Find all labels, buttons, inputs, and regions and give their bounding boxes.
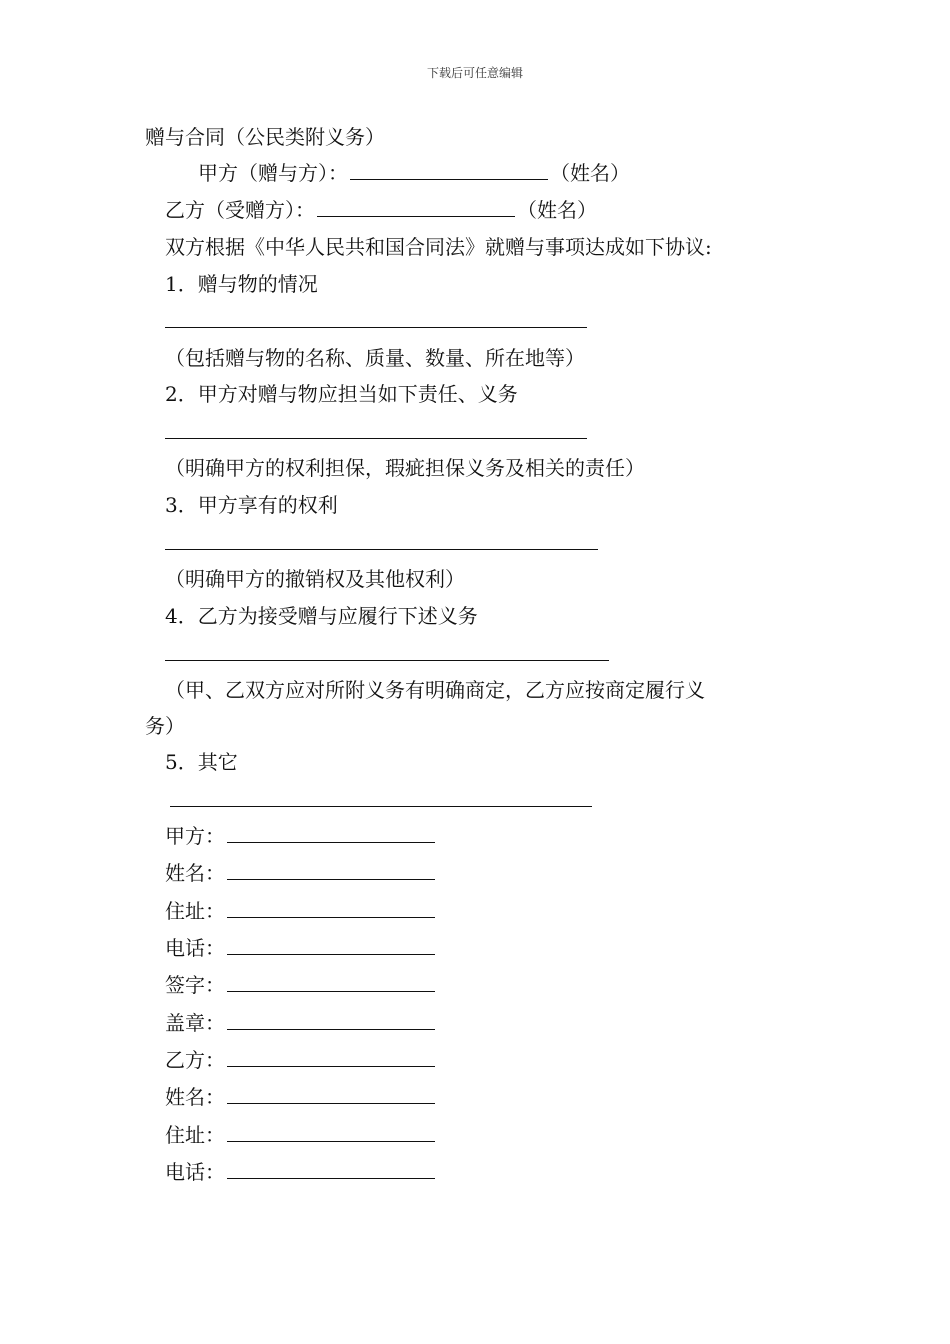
field-label: 电话： <box>165 1160 225 1184</box>
party-a-suffix: （姓名） <box>550 161 630 185</box>
field-label: 甲方： <box>165 824 225 848</box>
field-blank[interactable] <box>227 934 435 955</box>
signature-field-phone-b <box>165 1158 437 1185</box>
field-label: 住址： <box>165 1123 225 1147</box>
party-a-name-blank[interactable] <box>350 159 548 180</box>
party-b-label: 乙方（受赠方）： <box>165 198 315 222</box>
party-b-name-blank[interactable] <box>317 196 515 217</box>
field-label: 姓名： <box>165 1085 225 1109</box>
field-label: 电话： <box>165 936 225 960</box>
field-label: 住址： <box>165 899 225 923</box>
field-blank[interactable] <box>227 1158 435 1179</box>
clause-2-heading: 2．甲方对赠与物应担当如下责任、义务 <box>165 382 518 406</box>
field-blank[interactable] <box>227 897 435 918</box>
signature-field-name-a <box>165 859 437 886</box>
clause-5-blank[interactable] <box>170 806 592 807</box>
signature-field-name-b <box>165 1083 437 1110</box>
field-blank[interactable] <box>227 971 435 992</box>
clause-2-blank[interactable] <box>165 438 587 439</box>
signature-field-address-a <box>165 897 437 924</box>
field-blank[interactable] <box>227 1121 435 1142</box>
field-blank[interactable] <box>227 859 435 880</box>
field-blank[interactable] <box>227 1083 435 1104</box>
signature-field-sign-a <box>165 971 437 998</box>
field-blank[interactable] <box>227 1009 435 1030</box>
field-blank[interactable] <box>227 1046 435 1067</box>
field-blank[interactable] <box>227 822 435 843</box>
signature-field-phone-a <box>165 934 437 961</box>
party-b-line <box>165 196 597 223</box>
clause-3-heading: 3．甲方享有的权利 <box>165 493 338 517</box>
clause-4-blank[interactable] <box>165 660 609 661</box>
intro-text: 双方根据《中华人民共和国合同法》就赠与事项达成如下协议: <box>165 235 712 259</box>
party-a-label: 甲方（赠与方）： <box>198 161 348 185</box>
document-title: 赠与合同（公民类附义务） <box>145 125 385 149</box>
field-label: 盖章： <box>165 1011 225 1035</box>
clause-4-note-line-2: 务） <box>145 714 185 738</box>
page-header: 下载后可任意编辑 <box>426 66 523 80</box>
field-label: 乙方： <box>165 1048 225 1072</box>
field-label: 签字： <box>165 973 225 997</box>
party-b-suffix: （姓名） <box>517 198 597 222</box>
signature-field-party-b <box>165 1046 437 1073</box>
clause-1-blank[interactable] <box>165 327 587 328</box>
clause-2-note: （明确甲方的权利担保，瑕疵担保义务及相关的责任） <box>165 456 645 480</box>
signature-field-seal-a <box>165 1009 437 1036</box>
clause-4-heading: 4．乙方为接受赠与应履行下述义务 <box>165 604 478 628</box>
clause-1-heading: 1．赠与物的情况 <box>165 272 318 296</box>
party-a-line <box>198 159 630 186</box>
clause-3-blank[interactable] <box>165 549 598 550</box>
clause-1-note: （包括赠与物的名称、质量、数量、所在地等） <box>165 346 585 370</box>
signature-field-address-b <box>165 1121 437 1148</box>
clause-4-note-line-1: （甲、乙双方应对所附义务有明确商定，乙方应按商定履行义 <box>165 678 705 702</box>
field-label: 姓名： <box>165 861 225 885</box>
clause-5-heading: 5．其它 <box>165 750 238 774</box>
signature-field-party-a <box>165 822 437 849</box>
clause-3-note: （明确甲方的撤销权及其他权利） <box>165 567 465 591</box>
